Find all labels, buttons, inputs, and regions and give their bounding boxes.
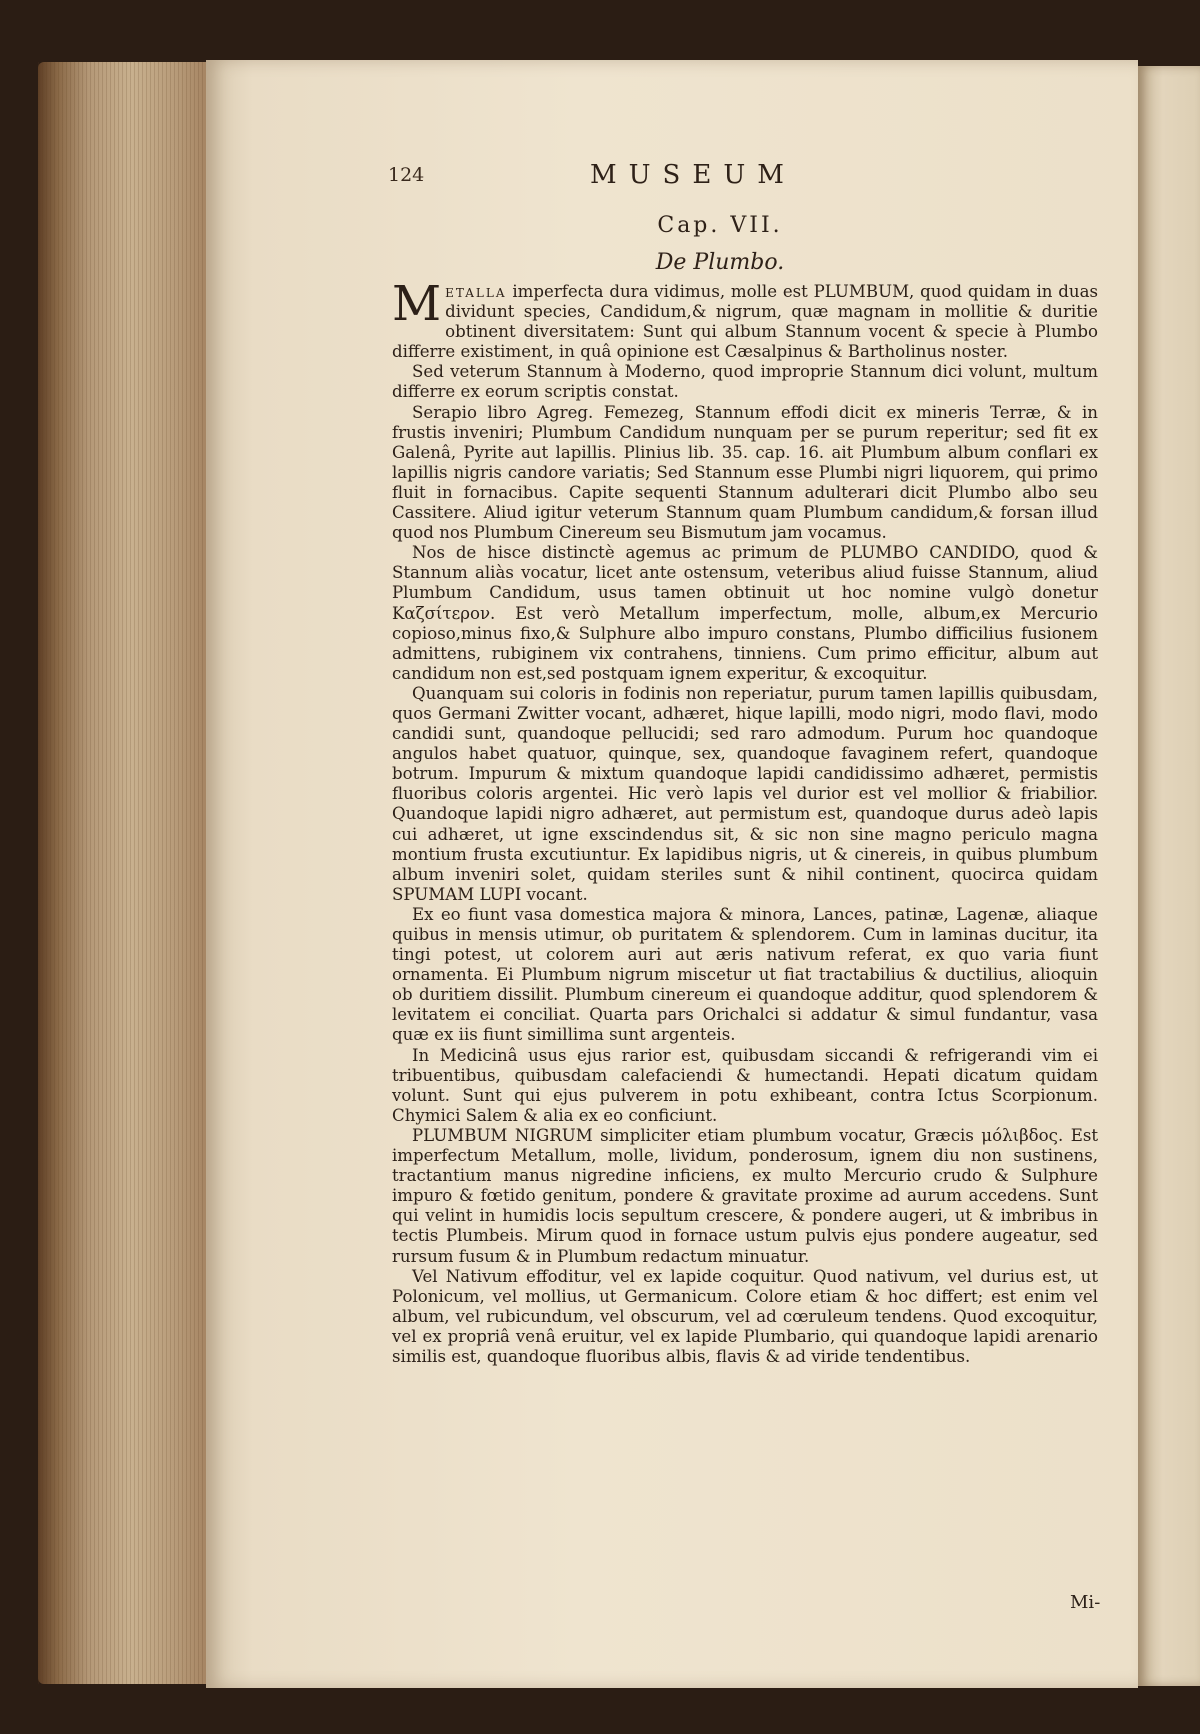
chapter-title: De Plumbo. (655, 250, 785, 275)
paragraph-6: Ex eo fiunt vasa domestica majora & minora, Lances, patinæ, Lagenæ, aliaque quibus in mensis utimur, ob puritatem & splendorem. Cum in laminas ducitur, ita tingi potest, ut colorem auri aut æris nativum referat, ex quo varia fiunt ornamenta. Ei Plumbum nigrum miscetur ut fiat tractabilius & ductilius, alioquin ob duritiem dissilit. Plumbum cinereum ei quandoque additur, quod splendorem & levitatem ei conciliat. Quarta pars Orichalci si addatur & simul fundantur, vasa quæ ex iis fiunt simillima sunt argenteis. (392, 904, 1098, 1045)
facing-page-edge (1138, 66, 1200, 1686)
drop-cap: M (392, 276, 442, 332)
paragraph-2: Sed veterum Stannum à Moderno, quod improprie Stannum dici volunt, multum differre ex eorum scriptis constat. (392, 362, 1098, 402)
paragraph-3: Serapio libro Agreg. Femezeg, Stannum effodi dicit ex mineris Terræ, & in frustis inveniri; Plumbum Candidum nunquam per se purum reperitur; sed fit ex Galenâ, Pyrite aut lapillis. Plinius lib. 35. cap. 16. ait Plumbum album conflari ex lapillis nigris candore variatis; Sed Stannum esse Plumbi nigri liquorem, qui primo fluit in fornacibus. Capite sequenti Stannum adulterari dicit Plumbo albo seu Cassitere. Aliud igitur veterum Stannum quam Plumbum candidum,& forsan illud quod nos Plumbum Cinereum seu Bismutum jam vocamus. (392, 402, 1098, 543)
paragraph-9: Vel Nativum effoditur, vel ex lapide coquitur. Quod nativum, vel durius est, ut Polonicum, vel mollius, ut Germanicum. Colore etiam & hoc differt; est enim vel album, vel rubicundum, vel obscurum, vel ad cœruleum tendens. Quod excoquitur, vel ex propriâ venâ eruitur, vel ex lapide Plumbario, qui quandoque lapidi arenario similis est, quandoque fluoribus albis, flavis & ad viride tendentibus. (392, 1266, 1098, 1366)
paragraph-5: Quanquam sui coloris in fodinis non reperiatur, purum tamen lapillis quibusdam, quos Germani Zwitter vocant, adhæret, hique lapilli, modo nigri, modo flavi, modo candidi sunt, quandoque pellucidi; sed raro admodum. Purum hoc quandoque angulos habet quatuor, quinque, sex, quandoque favaginem refert, quandoque botrum. Impurum & mixtum quandoque lapidi candidissimo adhæret, permistis fluoribus coloris argentei. Hic verò lapis vel durior est vel mollior & friabilior. Quandoque lapidi nigro adhæret, aut permistum est, quandoque durus adeò lapis cui adhæret, ut igne exscindendus sit, & sic non sine magno periculo magna montium frusta excutiuntur. Ex lapidibus nigris, ut & cinereis, in quibus plumbum album inveniri solet, quidam steriles sunt & nihil continent, quocirca quidam SPUMAM LUPI vocant. (392, 683, 1098, 904)
page-edges (38, 62, 208, 1684)
body-text (392, 276, 1098, 1367)
lead-word: etalla (445, 282, 507, 301)
chapter-heading: Cap. VII. (657, 213, 783, 238)
paragraph-text: imperfecta dura vidimus, molle est PLUMBUM, quod quidam in duas dividunt species, Candidum,& nigrum, quæ magnam in mollitie & duritie obtinent diversitatem: Sunt qui album Stannum vocent & specie à Plumbo differre existiment, in quâ opinione est Cæsalpinus & Bartholinus noster. (392, 282, 1098, 362)
running-head: MUSEUM (590, 160, 796, 190)
paragraph-8: PLUMBUM NIGRUM simpliciter etiam plumbum vocatur, Græcis μόλιβδος. Est imperfectum Metallum, molle, lividum, ponderosum, ignem diu non sustinens, tractantium manus nigredine inficiens, ex multo Mercurio crudo & Sulphure impuro & fœtido genitum, pondere & gravitate proxime ad aurum accedens. Sunt qui velint in humidis locis sepultum crescere, & pondere augeri, ut & imbribus in tectis Plumbeis. Mirum quod in fornace ustum pulvis ejus pondere augeatur, sed rursum fusum & in Plumbum redactum minuatur. (392, 1125, 1098, 1266)
catchword: Mi- (1070, 1592, 1101, 1613)
paragraph-1 (392, 276, 1098, 362)
paragraph-7: In Medicinâ usus ejus rarior est, quibusdam siccandi & refrigerandi vim ei tribuentibus, quibusdam calefaciendi & humectandi. Hepati dicatum quidam volunt. Sunt qui ejus pulverem in potu exhibeant, contra Ictus Scorpionum. Chymici Salem & alia ex eo conficiunt. (392, 1045, 1098, 1125)
page-number: 124 (388, 164, 425, 186)
paragraph-4: Nos de hisce distinctè agemus ac primum de PLUMBO CANDIDO, quod & Stannum aliàs vocatur, licet ante ostensum, veteribus aliud fuisse Stannum, aliud Plumbum Candidum, usus tamen obtinuit ut hoc nomine vulgò donetur Καζσίτερον. Est verò Metallum imperfectum, molle, album,ex Mercurio copioso,minus fixo,& Sulphure albo impuro constans, Plumbo difficilius fusionem admittens, rubiginem vix contrahens, tinniens. Cum primo efficitur, album aut candidum non est,sed postquam ignem experitur, & excoquitur. (392, 543, 1098, 683)
